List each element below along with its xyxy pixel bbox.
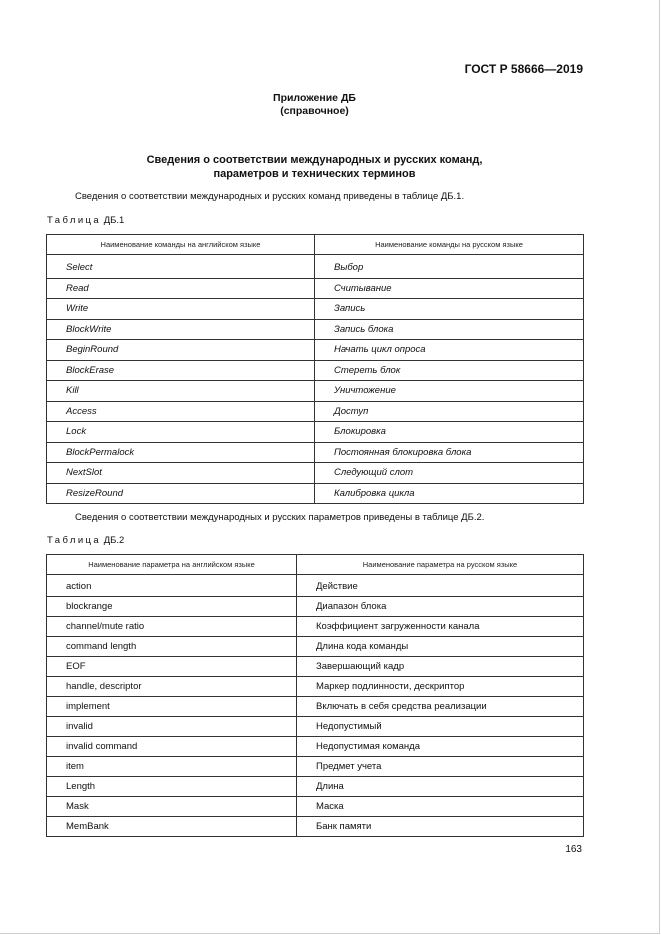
table-cell: EOF <box>47 657 297 677</box>
table-cell: Диапазон блока <box>297 597 584 617</box>
table2-caption-id: ДБ.2 <box>103 535 125 546</box>
table-cell: command length <box>47 637 297 657</box>
table-cell: BlockErase <box>47 360 315 381</box>
commands-table <box>46 234 584 504</box>
table1-caption-id: ДБ.1 <box>103 215 125 226</box>
table-cell: Недопустимая команда <box>297 737 584 757</box>
table-row <box>47 717 584 737</box>
table-row <box>47 575 584 597</box>
table-row <box>47 737 584 757</box>
table-row <box>47 677 584 697</box>
table-cell: Уничтожение <box>315 381 584 402</box>
table-row <box>47 442 584 463</box>
table-cell: channel/mute ratio <box>47 617 297 637</box>
table-row <box>47 340 584 361</box>
table-row <box>47 360 584 381</box>
parameters-table <box>46 554 584 837</box>
table-row <box>47 657 584 677</box>
table-cell: Действие <box>297 575 584 597</box>
table-row <box>47 777 584 797</box>
table-cell: Маркер подлинности, дескриптор <box>297 677 584 697</box>
table-cell: Выбор <box>315 255 584 279</box>
table-cell: Стереть блок <box>315 360 584 381</box>
table-cell: Недопустимый <box>297 717 584 737</box>
section-title-line2: параметров и технических терминов <box>213 168 416 180</box>
table-cell: Kill <box>47 381 315 402</box>
table-row <box>47 422 584 443</box>
table-cell: ResizeRound <box>47 483 315 504</box>
table-row <box>47 817 584 837</box>
table-cell: Блокировка <box>315 422 584 443</box>
table-cell: Lock <box>47 422 315 443</box>
table-cell: handle, descriptor <box>47 677 297 697</box>
table-cell: Длина <box>297 777 584 797</box>
section-heading <box>0 153 629 181</box>
section-title-line1: Сведения о соответствии международных и русских команд, <box>146 154 483 166</box>
table-row <box>47 697 584 717</box>
table-header-cell: Наименование параметра на английском языке <box>47 555 297 575</box>
table-cell: Следующий слот <box>315 463 584 484</box>
page-number: 163 <box>565 844 582 855</box>
appendix-heading <box>0 92 629 118</box>
table-row <box>47 319 584 340</box>
table-cell: Включать в себя средства реализации <box>297 697 584 717</box>
intro-params-paragraph: Сведения о соответствии международных и русских параметров приведены в таблице ДБ.2. <box>75 512 485 523</box>
table-row <box>47 381 584 402</box>
table-cell: Access <box>47 401 315 422</box>
table2-caption-prefix: Таблица <box>47 535 102 546</box>
table-row <box>47 617 584 637</box>
table-row <box>47 255 584 279</box>
table-row <box>47 757 584 777</box>
table-header-row <box>47 235 584 255</box>
table-cell: Mask <box>47 797 297 817</box>
intro-commands-paragraph: Сведения о соответствии международных и русских команд приведены в таблице ДБ.1. <box>75 191 465 202</box>
table-cell: Select <box>47 255 315 279</box>
table-cell: invalid <box>47 717 297 737</box>
standard-number: ГОСТ Р 58666—2019 <box>464 62 583 76</box>
table-cell: Доступ <box>315 401 584 422</box>
table1-caption-prefix: Таблица <box>47 215 102 226</box>
table-row <box>47 483 584 504</box>
table-cell: Калибровка цикла <box>315 483 584 504</box>
table1-caption <box>47 215 124 226</box>
table-cell: Считывание <box>315 278 584 299</box>
table-cell: Read <box>47 278 315 299</box>
table-header-cell: Наименование параметра на русском языке <box>297 555 584 575</box>
table-row <box>47 463 584 484</box>
table-cell: implement <box>47 697 297 717</box>
table-row <box>47 637 584 657</box>
table-cell: MemBank <box>47 817 297 837</box>
table-cell: BeginRound <box>47 340 315 361</box>
table-cell: Завершающий кадр <box>297 657 584 677</box>
table-row <box>47 401 584 422</box>
table-cell: Предмет учета <box>297 757 584 777</box>
table-cell: action <box>47 575 297 597</box>
table-cell: Write <box>47 299 315 320</box>
table-cell: item <box>47 757 297 777</box>
table-cell: blockrange <box>47 597 297 617</box>
table-row <box>47 299 584 320</box>
table-cell: Банк памяти <box>297 817 584 837</box>
appendix-title: Приложение ДБ <box>273 92 356 104</box>
table-row <box>47 597 584 617</box>
table-header-row <box>47 555 584 575</box>
table-cell: BlockWrite <box>47 319 315 340</box>
table-cell: Постоянная блокировка блока <box>315 442 584 463</box>
table2-caption <box>47 535 124 546</box>
table-cell: Маска <box>297 797 584 817</box>
table-cell: Коэффициент загруженности канала <box>297 617 584 637</box>
table-cell: Length <box>47 777 297 797</box>
table-row <box>47 797 584 817</box>
table-header-cell: Наименование команды на английском языке <box>47 235 315 255</box>
table-header-cell: Наименование команды на русском языке <box>315 235 584 255</box>
table-cell: Запись блока <box>315 319 584 340</box>
table-cell: invalid command <box>47 737 297 757</box>
table-cell: Запись <box>315 299 584 320</box>
table-cell: Начать цикл опроса <box>315 340 584 361</box>
table-cell: Длина кода команды <box>297 637 584 657</box>
table-cell: NextSlot <box>47 463 315 484</box>
appendix-subtitle: (справочное) <box>280 105 349 117</box>
table-row <box>47 278 584 299</box>
table-cell: BlockPermalock <box>47 442 315 463</box>
